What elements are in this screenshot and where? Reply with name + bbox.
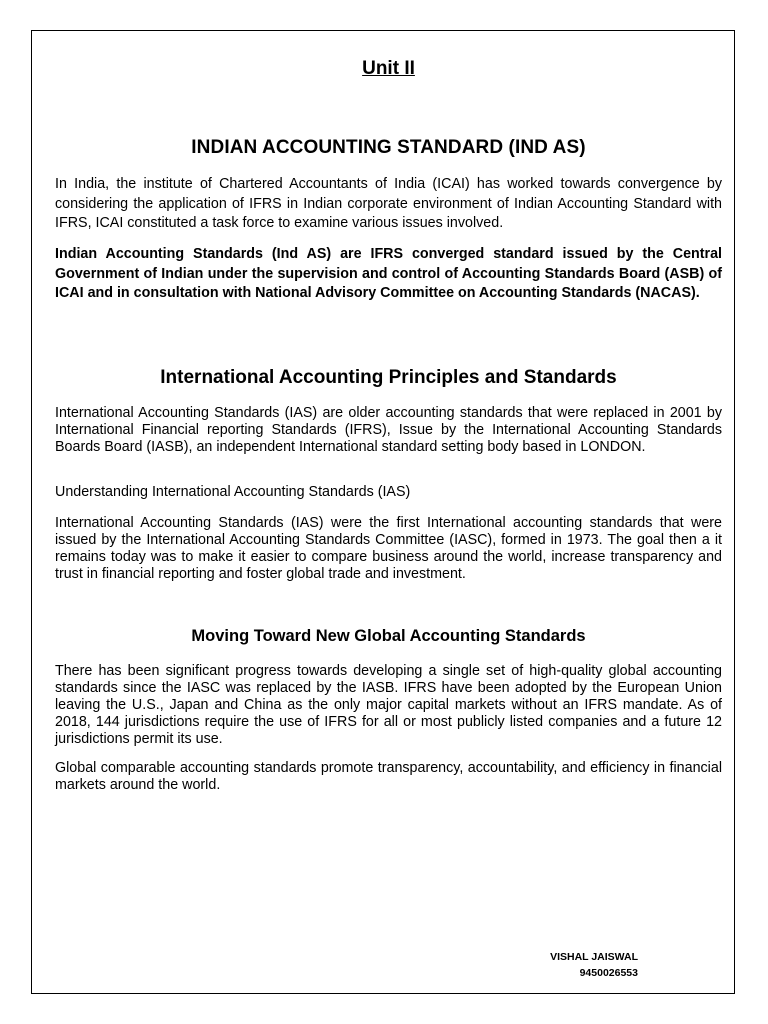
author-signature <box>538 949 638 981</box>
author-name: VISHAL JAISWAL <box>550 951 638 963</box>
paragraph-ias-history: International Accounting Standards (IAS) were the first International accounting standards that were issued by the International Accounting Standards Committee (IASC), formed in 1973. The goal then a it remains today was to make it easier to compare business around the world, increase transparency and trust in financial reporting and foster global trade and investment. <box>55 515 722 582</box>
paragraph-ind-as-definition: Indian Accounting Standards (Ind AS) are IFRS converged standard issued by the Central Government of Indian under the supervision and control of Accounting Standards Board (ASB) of ICAI and in consultation with National Advisory Committee on Accounting Standards (NACAS). <box>55 246 722 301</box>
unit-title: Unit II <box>362 58 415 79</box>
heading-global-standards: Moving Toward New Global Accounting Standards <box>191 627 586 645</box>
paragraph-global-comparable: Global comparable accounting standards promote transparency, accountability, and efficiency in financial markets around the world. <box>55 760 722 793</box>
author-phone: 9450026553 <box>579 967 638 979</box>
paragraph-icai-convergence: In India, the institute of Chartered Accountants of India (ICAI) has worked towards convergence by considering the application of IFRS in Indian corporate environment of Indian Accounting Standard with IFRS, ICAI constituted a task force to examine various issues involved. <box>55 176 722 231</box>
paragraph-ias-replaced: International Accounting Standards (IAS) are older accounting standards that were replaced in 2001 by International Financial reporting Standards (IFRS), Issue by the International Accounting Standards Boards Board (IASB), an independent International standard setting body based in LONDON. <box>55 405 722 455</box>
heading-international-principles: International Accounting Principles and Standards <box>160 367 617 388</box>
heading-ind-as: INDIAN ACCOUNTING STANDARD (IND AS) <box>191 137 586 158</box>
paragraph-ifrs-progress: There has been significant progress towards developing a single set of high-quality global accounting standards since the IASC was replaced by the IASB. IFRS have been adopted by the European Union leaving the U.S., Japan and China as the only major capital markets without an IFRS mandate. As of 2018, 144 jurisdictions require the use of IFRS for all or most publicly listed companies and a future 12 jurisdictions permit its use. <box>55 663 722 747</box>
paragraph-understanding-ias: Understanding International Accounting Standards (IAS) <box>55 484 411 500</box>
